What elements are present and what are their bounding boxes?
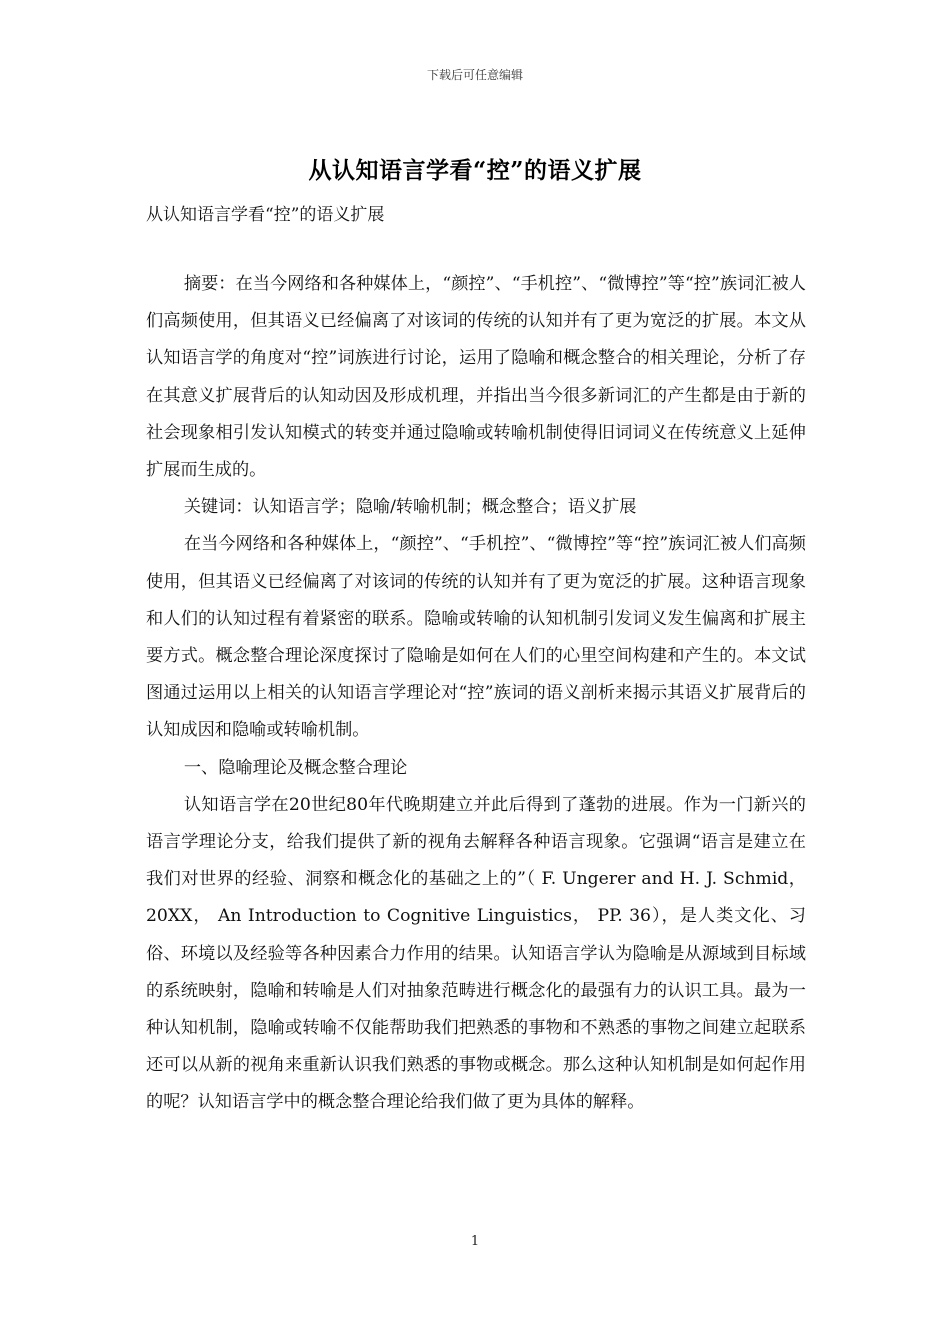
page-number: 1 bbox=[470, 1234, 480, 1249]
document-subtitle: 从认知语言学看“控”的语义扩展 bbox=[146, 205, 385, 225]
keywords-paragraph: 关键词：认知语言学；隐喻/转喻机制；概念整合；语义扩展 bbox=[183, 497, 637, 518]
section-paragraph: 认知语言学在20世纪80年代晚期建立并此后得到了蓬勃的进展。作为一门新兴的语言学理论分支，给我们提供了新的视角去解释各种语言现象。它强调“语言是建立在我们对世界的经验、洞察和概念化的基础之上的”（ F. Ungerer and H. J. Schmid， 20XX， An Introduction to Cognitive Linguistics， PP. 36），是人类文化、习俗、环境以及经验等各种因素合力作用的结果。认知语言学认为隐喻是从源域到目标域的系统映射，隐喻和转喻是人们对抽象范畴进行概念化的最强有力的认识工具。最为一种认知机制，隐喻或转喻不仅能帮助我们把熟悉的事物和不熟悉的事物之间建立起联系还可以从新的视角来重新认识我们熟悉的事物或概念。那么这种认知机制是如何起作用的呢？认知语言学中的概念整合理论给我们做了更为具体的解释。 bbox=[146, 794, 806, 1113]
document-body bbox=[146, 266, 806, 1122]
intro-paragraph: 在当今网络和各种媒体上，“颜控”、“手机控”、“微博控”等“控”族词汇被人们高频使用，但其语义已经偏离了对该词的传统的认知并有了更为宽泛的扩展。这种语言现象和人们的认知过程有着紧密的联系。隐喻或转喻的认知机制引发词义发生偏离和扩展主要方式。概念整合理论深度探讨了隐喻是如何在人们的心里空间构建和产生的。本文试图通过运用以上相关的认知语言学理论对“控”族词的语义剖析来揭示其语义扩展背后的认知成因和隐喻或转喻机制。 bbox=[146, 534, 806, 741]
document-title: 从认知语言学看“控”的语义扩展 bbox=[308, 157, 642, 184]
section-heading: 一、隐喻理论及概念整合理论 bbox=[183, 757, 408, 778]
abstract-paragraph: 摘要：在当今网络和各种媒体上，“颜控”、“手机控”、“微博控”等“控”族词汇被人们高频使用，但其语义已经偏离了对该词的传统的认知并有了更为宽泛的扩展。本文从认知语言学的角度对“控”词族进行讨论，运用了隐喻和概念整合的相关理论，分析了存在其意义扩展背后的认知动因及形成机理，并指出当今很多新词汇的产生都是由于新的社会现象相引发认知模式的转变并通过隐喻或转喻机制使得旧词词义在传统意义上延伸扩展而生成的。 bbox=[146, 274, 806, 481]
header-note: 下载后可任意编辑 bbox=[426, 68, 523, 82]
